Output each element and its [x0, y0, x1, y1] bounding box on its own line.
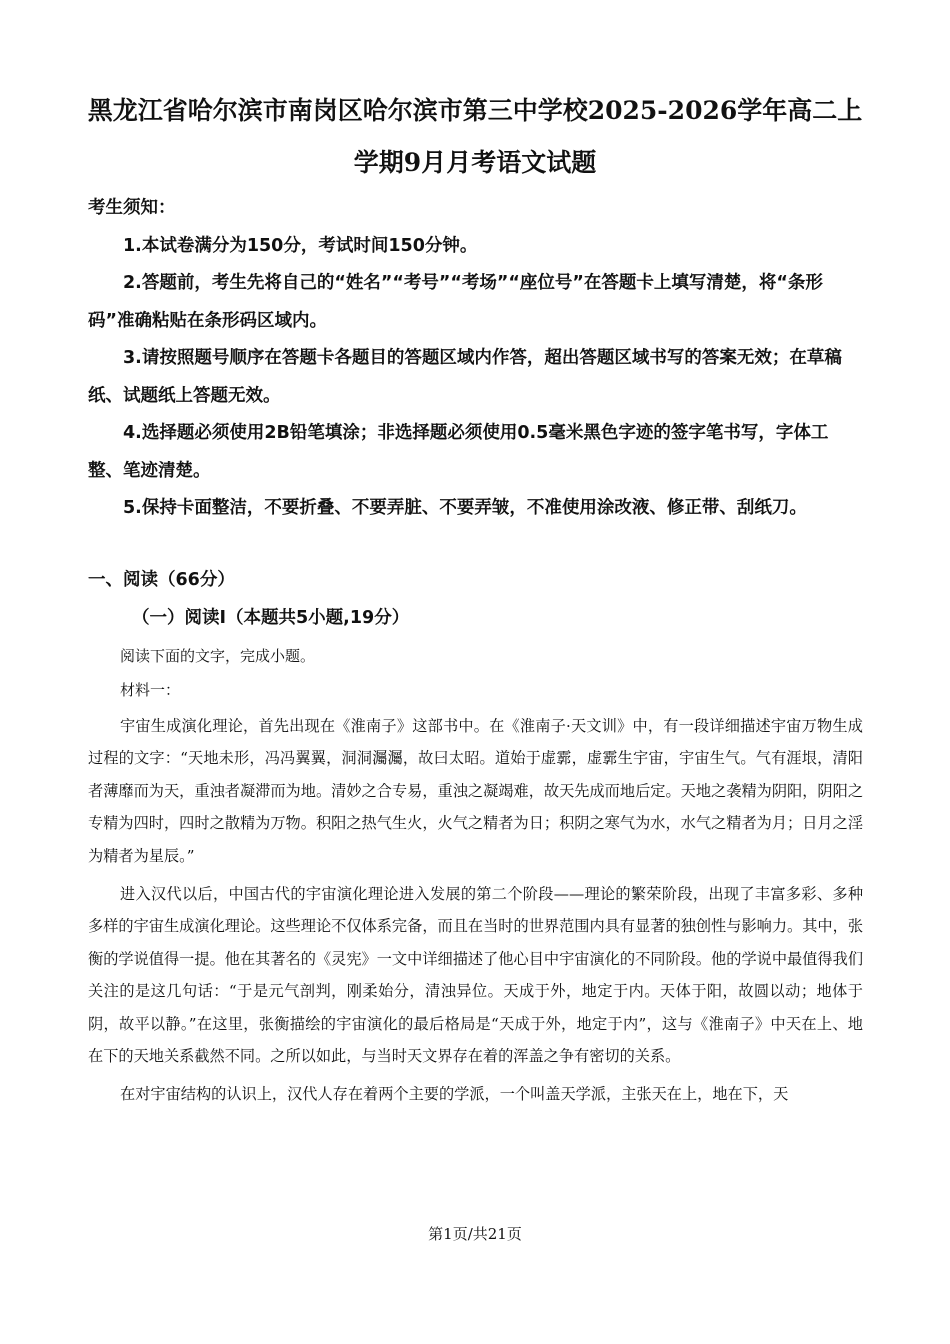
page-number: 第1页/共21页: [428, 1225, 522, 1243]
paragraph-2: 进入汉代以后，中国古代的宇宙演化理论进入发展的第二个阶段——理论的繁荣阶段，出现了丰富多彩、多种多样的宇宙生成演化理论。这些理论不仅体系完备，而且在当时的世界范围内具有显著的独创性与影响力。其中，张衡的学说值得一提。他在其著名的《灵宪》一文中详细描述了他心目中宇宙演化的不同阶段。他的学说中最值得我们关注的是这几句话：“于是元气剖判，刚柔始分，清浊异位。天成于外，地定于内。天体于阳，故圆以动；地体于阴，故平以静。”在这里，张衡描绘的宇宙演化的最后格局是“天成于外，地定于内”，这与《淮南子》中天在上、地在下的天地关系截然不同。之所以如此，与当时天文界存在着的浑盖之争有密切的关系。: [88, 885, 863, 1066]
notice-item-1: 1.本试卷满分为150分，考试时间150分钟。: [123, 235, 478, 256]
paragraph-1: 宇宙生成演化理论，首先出现在《淮南子》这部书中。在《淮南子·天文训》中，有一段详细描述宇宙万物生成过程的文字：“天地未形，冯冯翼翼，洞洞灟灟，故曰太昭。道始于虚霩，虚霩生宇宙，宇宙生气。气有涯垠，清阳者薄靡而为天，重浊者凝滞而为地。清妙之合专易，重浊之凝竭难，故天先成而地后定。天地之袭精为阴阳，阴阳之专精为四时，四时之散精为万物。积阳之热气生火，火气之精者为日；积阴之寒气为水，水气之精者为月；日月之淫为精者为星辰。”: [88, 717, 863, 865]
paragraph-3: 在对宇宙结构的认识上，汉代人存在着两个主要的学派，一个叫盖天学派，主张天在上，地在下，天: [120, 1085, 789, 1104]
notice-heading: 考生须知：: [88, 198, 176, 218]
notice-item-5: 5.保持卡面整洁，不要折叠、不要弄脏、不要弄皱，不准使用涂改液、修正带、刮纸刀。: [123, 498, 807, 518]
notice-item-3: 3.请按照题号顺序在答题卡各题目的答题区域内作答，超出答题区域书写的答案无效；在草稿纸、试题纸上答题无效。: [88, 348, 842, 406]
notice-item-4: 4.选择题必须使用2B铅笔填涂；非选择题必须使用0.5毫米黑色字迹的签字笔书写，字体工整、笔迹清楚。: [88, 423, 829, 481]
candidate-notice: [88, 190, 863, 528]
subsection-heading: （一）阅读Ⅰ（本题共5小题,19分）: [132, 608, 410, 628]
exam-title-line-1: 黑龙江省哈尔滨市南岗区哈尔滨市第三中学校2025-2026学年高二上: [87, 96, 863, 125]
material-label: 材料一：: [120, 681, 181, 699]
material-body: [88, 710, 863, 1111]
section-heading: 一、阅读（66分）: [88, 570, 235, 590]
exam-title-line-2: 学期9月月考语文试题: [353, 148, 597, 177]
notice-item-2: 2.答题前，考生先将自己的“姓名”“考号”“考场”“座位号”在答题卡上填写清楚，将“条形码”准确粘贴在条形码区域内。: [88, 273, 823, 331]
reading-instruction: 阅读下面的文字，完成小题。: [120, 647, 316, 665]
